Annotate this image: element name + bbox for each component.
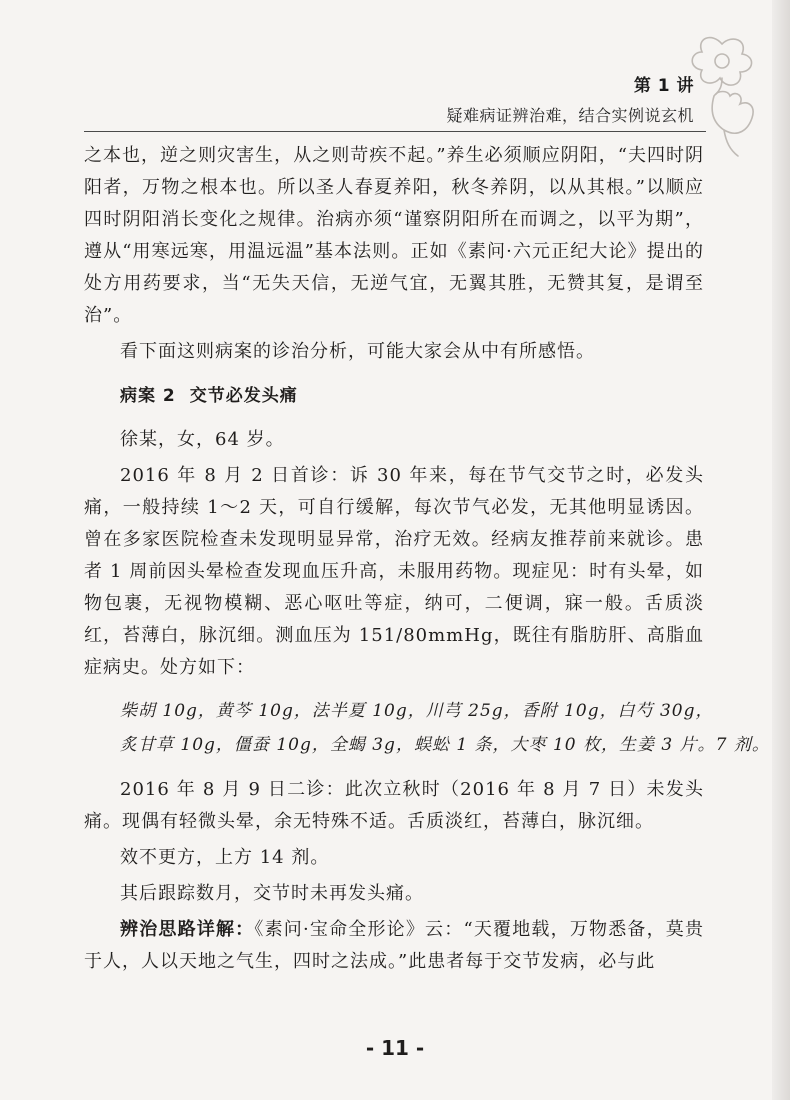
analysis-paragraph xyxy=(84,914,704,978)
page-body xyxy=(84,140,770,978)
lecture-subtitle: 疑难病证辨治难，结合实例说玄机 xyxy=(446,106,694,125)
case-label: 病案 2 xyxy=(120,386,176,406)
prescription-block xyxy=(84,694,770,762)
lotus-hand-ornament xyxy=(682,30,768,158)
transition-paragraph: 看下面这则病案的诊治分析，可能大家会从中有所感悟。 xyxy=(120,341,595,362)
effect-paragraph: 效不更方，上方 14 剂。 xyxy=(120,847,330,868)
intro-paragraph: 之本也，逆之则灾害生，从之则苛疾不起。”养生必须顺应阴阳，“夫四时阴阳者，万物之根本也。所以圣人春夏养阳，秋冬养阴，以从其根。”以顺应四时阴阳消长变化之规律。治病亦须“谨察阴阳所在而调之，以平为期”，遵从“用寒远寒，用温远温”基本法则。正如《素问·六元正纪大论》提出的处方用药要求，当“无失天信，无逆气宜，无翼其胜，无赞其复，是谓至治”。 xyxy=(84,145,704,326)
page-spine-shadow xyxy=(772,0,790,1100)
lecture-number: 第 1 讲 xyxy=(633,76,694,96)
analysis-label: 辨治思路详解： xyxy=(120,919,255,940)
prescription-line: 柴胡 10g，黄芩 10g，法半夏 10g，川芎 25g，香附 10g，白芍 30g， xyxy=(120,701,714,721)
prescription-line: 炙甘草 10g，僵蚕 10g，全蝎 3g，蜈蚣 1 条，大枣 10 枚，生姜 3 片。7 剂。 xyxy=(120,735,770,755)
patient-info: 徐某，女，64 岁。 xyxy=(120,429,285,450)
header-rule xyxy=(84,131,706,132)
analysis-text: 《素问·宝命全形论》云：“天覆地载，万物悉备，莫贵于人，人以天地之气生，四时之法成。”此患者每于交节发病，必与此 xyxy=(84,919,705,972)
case-heading xyxy=(84,380,704,412)
second-visit-paragraph: 2016 年 8 月 9 日二诊：此次立秋时（2016 年 8 月 7 日）未发头痛。现偶有轻微头晕，余无特殊不适。舌质淡红，苔薄白，脉沉细。 xyxy=(84,779,704,832)
first-visit-paragraph: 2016 年 8 月 2 日首诊：诉 30 年来，每在节气交节之时，必发头痛，一般持续 1～2 天，可自行缓解，每次节气必发，无其他明显诱因。曾在多家医院检查未发现明显异常，治疗无效。经病友推荐前来就诊。患者 1 周前因头晕检查发现血压升高，未服用药物。现症见：时有头晕，如物包裹，无视物模糊、恶心呕吐等症，纳可，二便调，寐一般。舌质淡红，苔薄白，脉沉细。测血压为 151/80mmHg，既往有脂肪肝、高脂血症病史。处方如下： xyxy=(84,465,704,678)
followup-paragraph: 其后跟踪数月，交节时未再发头痛。 xyxy=(120,883,424,904)
page-number: - 11 - xyxy=(365,1036,425,1060)
running-header xyxy=(446,71,694,126)
case-title: 交节必发头痛 xyxy=(189,386,298,406)
